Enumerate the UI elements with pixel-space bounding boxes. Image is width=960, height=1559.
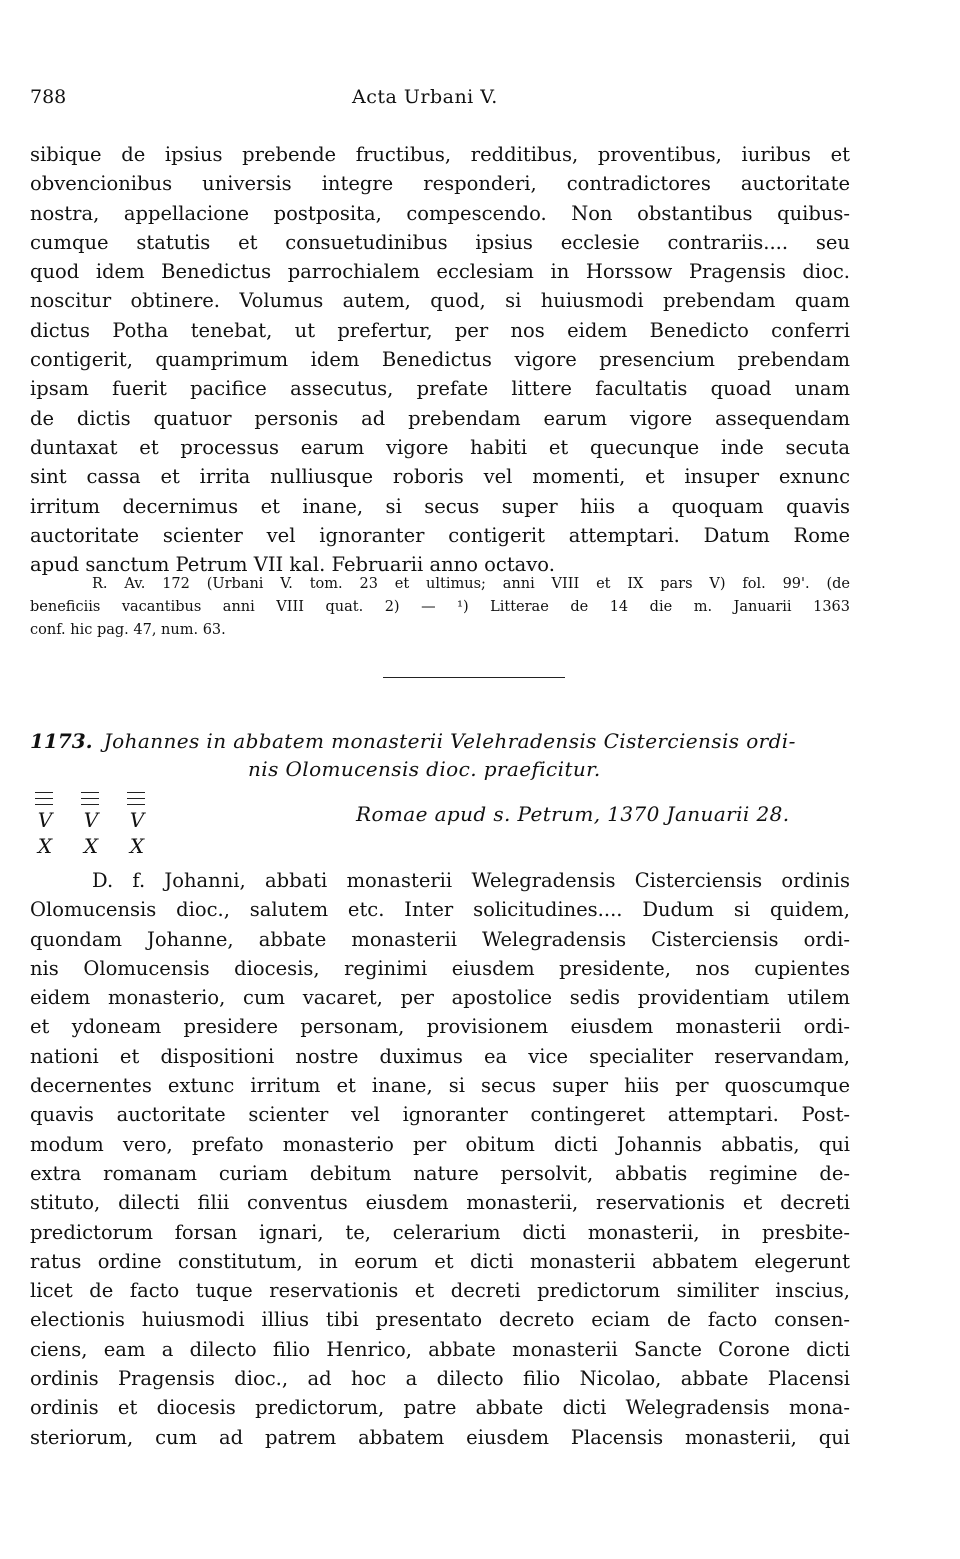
text-line: predictorum forsan ignari, te, celerarium dicti monasterii, in presbite- [30,1220,850,1244]
text-line: nationi et dispositioni nostre duximus ea vice specialiter reservandam, [30,1044,850,1068]
text-line: duntaxat et processus earum vigore habiti et quecunque inde secuta [30,435,850,459]
text-line: noscitur obtinere. Volumus autem, quod, si huiusmodi prebendam quam [30,289,850,313]
document-number: 1173. [30,729,93,753]
text-line: irritum decernimus et inane, si secus super hiis a quoquam quavis [30,494,850,518]
text-line: auctoritate scienter vel ignoranter contigerit attemptari. Datum Rome [30,523,850,547]
text-line: ordinis et diocesis predictorum, patre abbate dicti Welegradensis mona- [30,1396,850,1420]
document-text [30,866,850,1452]
date-place-line: Romae apud s. Petrum, 1370 Januarii 28. [356,802,790,826]
triple-bar-mark [30,790,60,808]
text-line: quod idem Benedictus parrochialem ecclesiam in Horssow Pragensis dioc. [30,260,850,284]
note-line: conf. hic pag. 47, num. 63. [30,622,226,638]
continuation-text [30,140,850,579]
triple-bar-mark [122,790,152,808]
text-line: steriorum, cum ad patrem abbatem eiusdem Placensis monasterii, qui [30,1425,850,1449]
text-line: ordinis Pragensis dioc., ad hoc a dilecto filio Nicolao, abbate Placensi [30,1367,850,1391]
siglum-bottom: X [37,834,53,858]
text-line: sint cassa et irrita nulliusque roboris vel momenti, et insuper exnunc [30,465,850,489]
text-line: obvencionibus universis integre responderi, contradictores auctoritate [30,172,850,196]
manuscript-sigla [30,790,160,860]
text-line: decernentes extunc irritum et inane, si secus super hiis per quoscumque [30,1074,850,1098]
text-line: licet de facto tuque reservationis et decreti predictorum similiter inscius, [30,1279,850,1303]
text-line: ipsam fuerit pacifice assecutus, prefate littere facultatis quoad unam [30,377,850,401]
text-line: ratus ordine constitutum, in eorum et dicti monasterii abbatem elegerunt [30,1249,850,1273]
text-line: extra romanam curiam debitum nature persolvit, abbatis regimine de- [30,1161,850,1185]
text-line: ciens, eam a dilecto filio Henrico, abbate monasterii Sancte Corone dicti [30,1337,850,1361]
document-heading [30,727,850,783]
text-line: cumque statutis et consuetudinibus ipsius ecclesie contrariis.... seu [30,230,850,254]
page-number: 788 [30,86,67,108]
siglum [76,790,106,860]
text-line: D. f. Johanni, abbati monasterii Welegradensis Cisterciensis ordinis [92,869,850,892]
text-line: Olomucensis dioc., salutem etc. Inter solicitudines.... Dudum si quidem, [30,898,850,922]
siglum [30,790,60,860]
text-line: quondam Johanne, abbate monasterii Welegradensis Cisterciensis ordi- [30,927,850,951]
text-line: et ydoneam presidere personam, provisionem eiusdem monasterii ordi- [30,1015,850,1039]
text-line: eidem monasterio, cum vacaret, per apostolice sedis providentiam utilem [30,986,850,1010]
running-title: Acta Urbani V. [352,86,498,108]
siglum [122,790,152,860]
document-title-line: Johannes in abbatem monasterii Velehradensis Cisterciensis ordi- [103,729,796,753]
siglum-bottom: X [83,834,99,858]
page-header [30,86,840,116]
document-title-line: nis Olomucensis dioc. praeficitur. [248,757,601,781]
note-line: beneficiis vacantibus anni VIII quat. 2) — ¹) Litterae de 14 die m. Januarii 1363 [30,599,850,615]
text-line: nostra, appellacione postposita, compescendo. Non obstantibus quibus- [30,201,850,225]
text-line: stituto, dilecti filii conventus eiusdem monasterii, reservationis et decreti [30,1191,850,1215]
siglum-top: V [129,808,145,832]
section-divider [383,677,565,678]
text-line: modum vero, prefato monasterio per obitum dicti Johannis abbatis, qui [30,1132,850,1156]
siglum-bottom: X [129,834,145,858]
text-line: quavis auctoritate scienter vel ignoranter contingeret attemptari. Post- [30,1103,850,1127]
text-line: apud sanctum Petrum VII kal. Februarii anno octavo. [30,553,555,577]
text-line: nis Olomucensis diocesis, reginimi eiusdem presidente, nos cupientes [30,956,850,980]
note-line: R. Av. 172 (Urbani V. tom. 23 et ultimus; anni VIII et IX pars V) fol. 99'. (de [92,576,850,592]
text-line: contigerit, quamprimum idem Benedictus vigore presencium prebendam [30,348,850,372]
text-line: dictus Potha tenebat, ut prefertur, per nos eidem Benedicto conferri [30,318,850,342]
text-line: de dictis quatuor personis ad prebendam earum vigore assequendam [30,406,850,430]
text-line: electionis huiusmodi illius tibi presentato decreto eciam de facto consen- [30,1308,850,1332]
triple-bar-mark [76,790,106,808]
source-notes [30,573,850,642]
siglum-top: V [83,808,99,832]
siglum-top: V [37,808,53,832]
text-line: sibique de ipsius prebende fructibus, redditibus, proventibus, iuribus et [30,143,850,166]
